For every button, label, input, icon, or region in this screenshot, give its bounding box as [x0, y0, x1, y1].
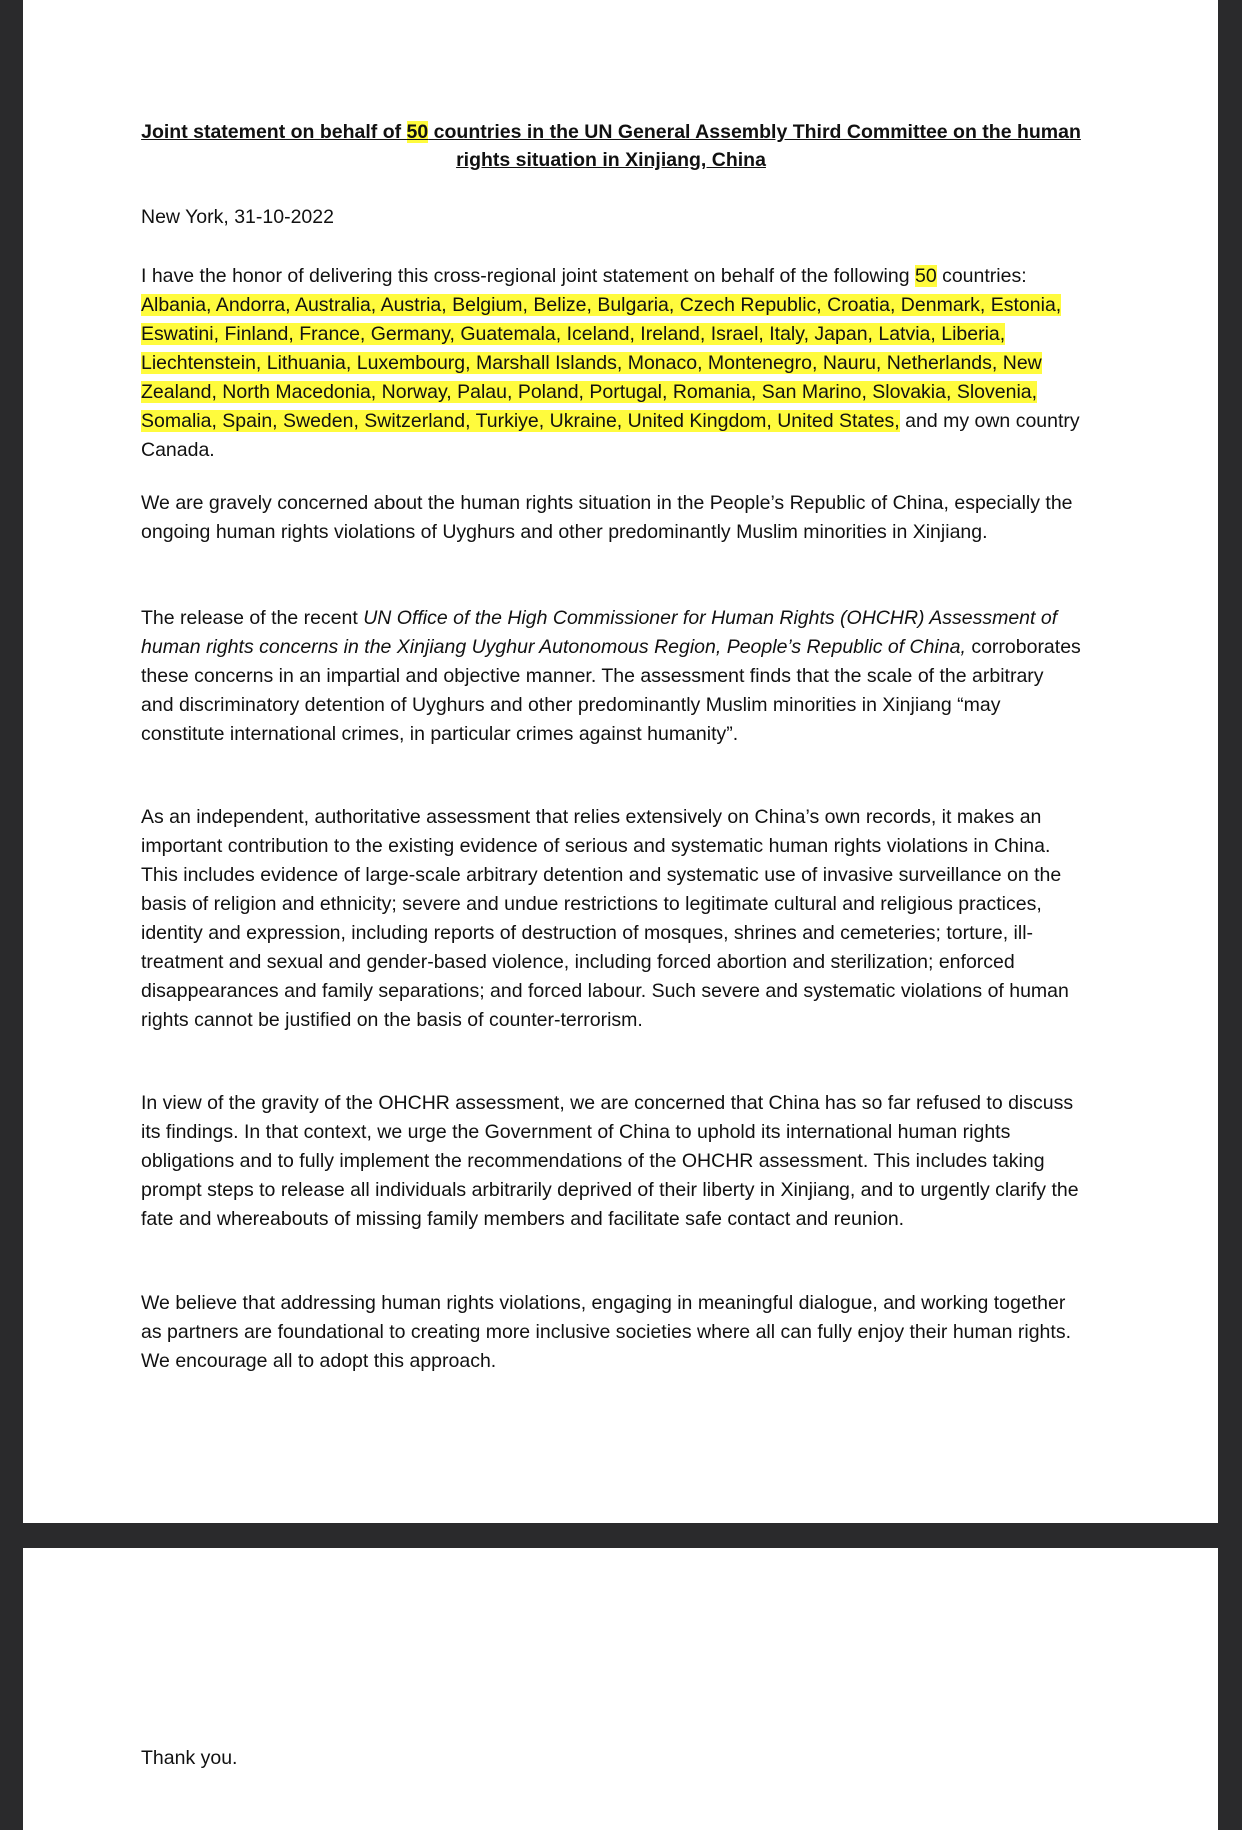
countries-label: countries:: [936, 265, 1027, 287]
scrollbar-track[interactable]: [1218, 0, 1242, 1830]
date-line: New York, 31-10-2022: [141, 206, 334, 228]
document-page-2: [23, 1548, 1218, 1830]
country-count: 50: [914, 265, 937, 287]
ohchr-report-title: UN Office of the High Commissioner for Human Rights (OHCHR) Assessment of human rights concerns in the Xinjiang Uyghur Autonomous Region, People’s Republic of China,: [141, 607, 1058, 658]
paragraph-ohchr-rest: corroborates these concerns in an impartial and objective manner. The assessment finds that the scale of the arbitrary and discriminatory detention of Uyghurs and other predominantly Muslim minorities in Xinjiang “may constitute international crimes, in particular crimes against humanity”.: [141, 636, 1081, 745]
paragraph-assessment: As an independent, authoritative assessment that relies extensively on China’s own records, it makes an important contribution to the existing evidence of serious and systematic human rights violations in China. This includes evidence of large-scale arbitrary detention and systematic use of invasive surveillance on the basis of religion and ethnicity; severe and undue restrictions to legitimate cultural and religious practices, identity and expression, including reports of destruction of mosques, shrines and cemeteries; torture, ill-treatment and sexual and gender-based violence, including forced abortion and sterilization; enforced disappearances and family separations; and forced labour. Such severe and systematic violations of human rights cannot be justified on the basis of counter-terrorism.: [141, 806, 1069, 1031]
paragraph-ohchr-release: [141, 604, 1081, 749]
closing-line: Thank you.: [141, 1747, 238, 1769]
title-text-end: countries in the UN General Assembly Third Committee on the human rights situation in Xinjiang, China: [428, 121, 1081, 171]
paragraph-urge: In view of the gravity of the OHCHR assessment, we are concerned that China has so far refused to discuss its findings. In that context, we urge the Government of China to uphold its international human rights obligations and to fully implement the recommendations of the OHCHR assessment. This includes taking prompt steps to release all individuals arbitrarily deprived of their liberty in Xinjiang, and to urgently clarify the fate and whereabouts of missing family members and facilitate safe contact and reunion.: [141, 1092, 1079, 1230]
paragraph-ohchr-start: The release of the recent: [141, 607, 364, 629]
title-country-count: 50: [406, 121, 429, 143]
paragraph-countries-intro: I have the honor of delivering this cross-regional joint statement on behalf of the following: [141, 265, 915, 287]
country-list: Albania, Andorra, Australia, Austria, Belgium, Belize, Bulgaria, Czech Republic, Croatia, Denmark, Estonia, Eswatini, Finland, France, Germany, Guatemala, Iceland, Ireland, Israel, Italy, Japan, Latvia, Liberia, Liechtenstein, Lithuania, Luxembourg, Marshall Islands, Monaco, Montenegro, Nauru, Netherlands, New Zealand, North Macedonia, Norway, Palau, Poland, Portugal, Romania, San Marino, Slovakia, Slovenia, Somalia, Spain, Sweden, Switzerland, Turkiye, Ukraine, United Kingdom, United States,: [141, 294, 1062, 432]
title-text-start: Joint statement on behalf of: [141, 121, 407, 143]
paragraph-concern: We are gravely concerned about the human rights situation in the People’s Republic of China, especially the ongoing human rights violations of Uyghurs and other predominantly Muslim minorities in Xinjiang.: [141, 492, 1073, 543]
document-title: [141, 118, 1081, 174]
paragraph-dialogue: We believe that addressing human rights violations, engaging in meaningful dialogue, and working together as partners are foundational to creating more inclusive societies where all can fully enjoy their human rights. We encourage all to adopt this approach.: [141, 1292, 1071, 1372]
paragraph-countries: [141, 262, 1081, 465]
paragraph-countries-end: and my own country Canada.: [141, 410, 1080, 461]
